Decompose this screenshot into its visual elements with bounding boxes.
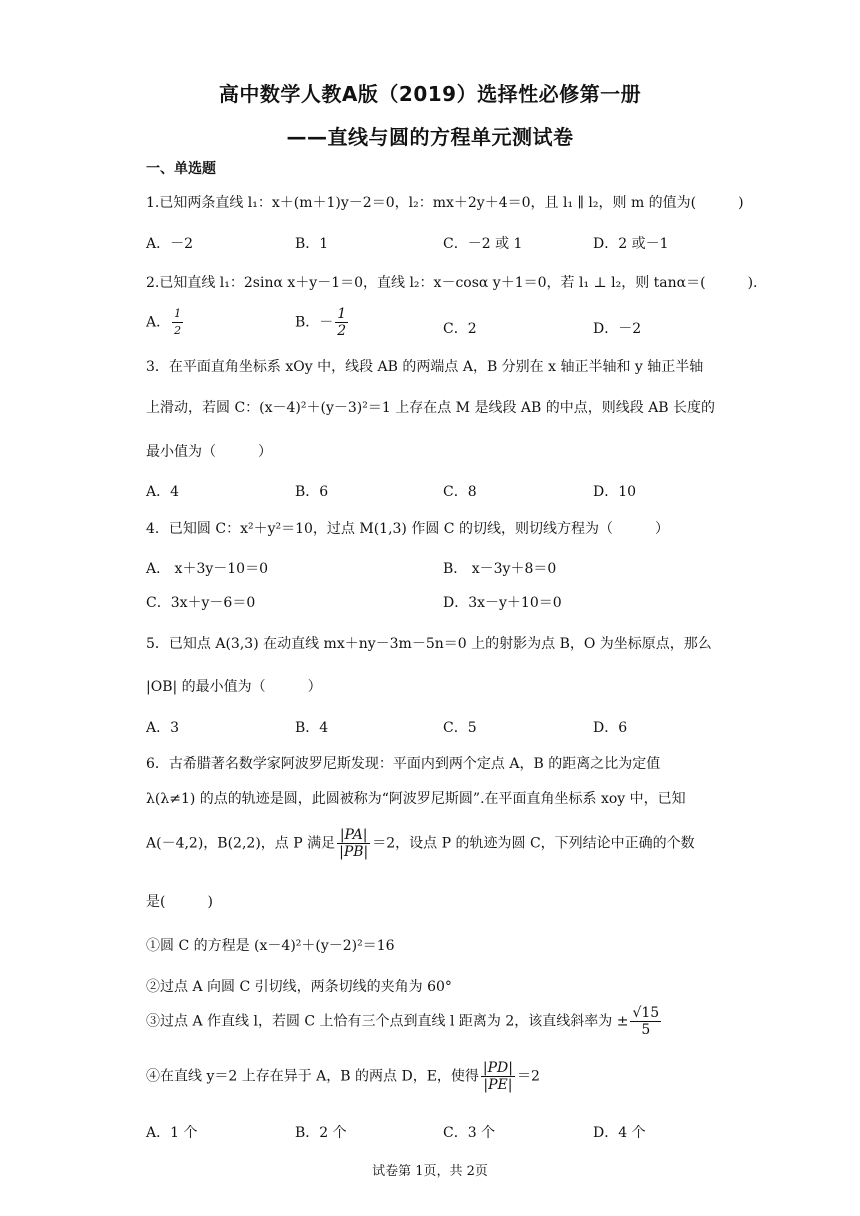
q4-option-a: A． x＋3y－10＝0 — [146, 561, 268, 577]
q2-option-b-label: B．－ — [295, 314, 334, 331]
question-5-stem-line-2: |OB| 的最小值为（ ） — [146, 679, 322, 695]
question-6-stem-line-3 — [146, 827, 695, 860]
exam-title: 高中数学人教A版（2019）选择性必修第一册 — [218, 82, 642, 106]
fraction-denominator: 2 — [337, 323, 347, 339]
exam-subtitle: ——直线与圆的方程单元测试卷 — [286, 125, 574, 149]
q3-option-c: C．8 — [443, 484, 477, 500]
q2-option-a — [146, 306, 185, 339]
q5-option-a: A．3 — [146, 720, 180, 736]
q2-option-b-fraction — [335, 306, 348, 339]
statement-4-ratio-fraction — [481, 1060, 515, 1093]
question-6-stem-line-1: 6．古希腊著名数学家阿波罗尼斯发现：平面内到两个定点 A，B 的距离之比为定值 — [146, 756, 661, 772]
question-4-stem: 4．已知圆 C：x²＋y²＝10，过点 M(1,3) 作圆 C 的切线，则切线方程为（ ） — [146, 521, 669, 537]
question-6-stem-line-2: λ(λ≠1) 的点的轨迹是圆，此圆被称为“阿波罗尼斯圆”.在平面直角坐标系 xoy 中，已知 — [146, 791, 686, 807]
q6-option-b: B．2 个 — [295, 1125, 347, 1141]
q6-option-c: C．3 个 — [443, 1125, 496, 1141]
question-6-stem-line-4: 是( ) — [146, 894, 213, 910]
q6-ratio-pa-pb — [337, 827, 370, 860]
question-3-stem-line-1: 3．在平面直角坐标系 xOy 中，线段 AB 的两端点 A，B 分别在 x 轴正半轴和 y 轴正半轴 — [146, 359, 704, 375]
statement-4-text: ④在直线 y＝2 上存在异于 A，B 的两点 D，E，使得 — [146, 1068, 479, 1085]
statement-1: ①圆 C 的方程是 (x－4)²＋(y－2)²＝16 — [146, 938, 395, 954]
statement-3-slope-fraction — [630, 1005, 661, 1038]
question-3-stem-line-2: 上滑动，若圆 C：(x－4)²＋(y－3)²＝1 上存在点 M 是线段 AB 的中点，则线段 AB 长度的 — [146, 400, 716, 416]
fraction-numerator: √15 — [632, 1005, 660, 1021]
question-3-stem-line-3: 最小值为（ ） — [146, 444, 272, 460]
statement-4 — [146, 1060, 540, 1093]
statement-2: ②过点 A 向圆 C 引切线，两条切线的夹角为 60° — [146, 979, 452, 995]
q5-option-d: D．6 — [593, 720, 628, 736]
q2-option-b — [295, 306, 350, 339]
question-5-stem-line-1: 5．已知点 A(3,3) 在动直线 mx＋ny－3m－5n＝0 上的射影为点 B，O 为坐标原点，那么 — [146, 636, 712, 652]
fraction-numerator: |PD| — [482, 1060, 513, 1076]
statement-3-text: ③过点 A 作直线 l，若圆 C 上恰有三个点到直线 l 距离为 2，该直线斜率为 ± — [146, 1013, 629, 1030]
q2-option-d: D．－2 — [593, 321, 642, 337]
q6-line-3-text: A(－4,2)，B(2,2)，点 P 满足 — [146, 835, 336, 852]
q4-option-d: D．3x－y＋10＝0 — [443, 595, 562, 611]
q6-option-a: A．1 个 — [146, 1125, 198, 1141]
statement-4-tail: ＝2 — [517, 1068, 540, 1085]
fraction-numerator: |PA| — [337, 827, 370, 844]
q2-option-a-label: A． — [146, 314, 171, 331]
q6-line-3-tail: ＝2，设点 P 的轨迹为圆 C，下列结论中正确的个数 — [372, 835, 695, 852]
section-heading: 一、单选题 — [146, 161, 216, 177]
fraction-denominator: |PE| — [483, 1077, 513, 1093]
fraction-denominator: 2 — [174, 324, 182, 337]
q6-option-d: D．4 个 — [593, 1125, 646, 1141]
q1-option-c: C．－2 或 1 — [443, 236, 523, 252]
q1-option-b: B．1 — [295, 236, 329, 252]
fraction-numerator: 1 — [337, 306, 347, 322]
question-2-stem: 2.已知直线 l₁：2sinα x＋y－1＝0，直线 l₂：x－cosα y＋1＝0，若 l₁ ⊥ l₂，则 tanα＝( ). — [146, 275, 758, 291]
statement-3 — [146, 1005, 663, 1038]
fraction-numerator: 1 — [172, 306, 183, 323]
q1-option-a: A．－2 — [146, 236, 194, 252]
q3-option-b: B．6 — [295, 484, 329, 500]
fraction-denominator: 5 — [641, 1022, 651, 1038]
q4-option-c: C．3x＋y－6＝0 — [146, 595, 256, 611]
q3-option-d: D．10 — [593, 484, 637, 500]
q5-option-c: C．5 — [443, 720, 477, 736]
q2-option-c: C．2 — [443, 321, 477, 337]
q5-option-b: B．4 — [295, 720, 329, 736]
q2-option-a-fraction — [172, 306, 183, 339]
fraction-denominator: |PB| — [339, 844, 369, 860]
q1-option-d: D．2 或－1 — [593, 236, 669, 252]
question-1-stem: 1.已知两条直线 l₁：x＋(m＋1)y－2＝0，l₂：mx＋2y＋4＝0，且 l₁ ∥ l₂，则 m 的值为( ) — [146, 195, 744, 211]
q3-option-a: A．4 — [146, 484, 180, 500]
q4-option-b: B． x－3y＋8＝0 — [443, 561, 557, 577]
page-footer: 试卷第 1页，共 2页 — [372, 1164, 488, 1179]
